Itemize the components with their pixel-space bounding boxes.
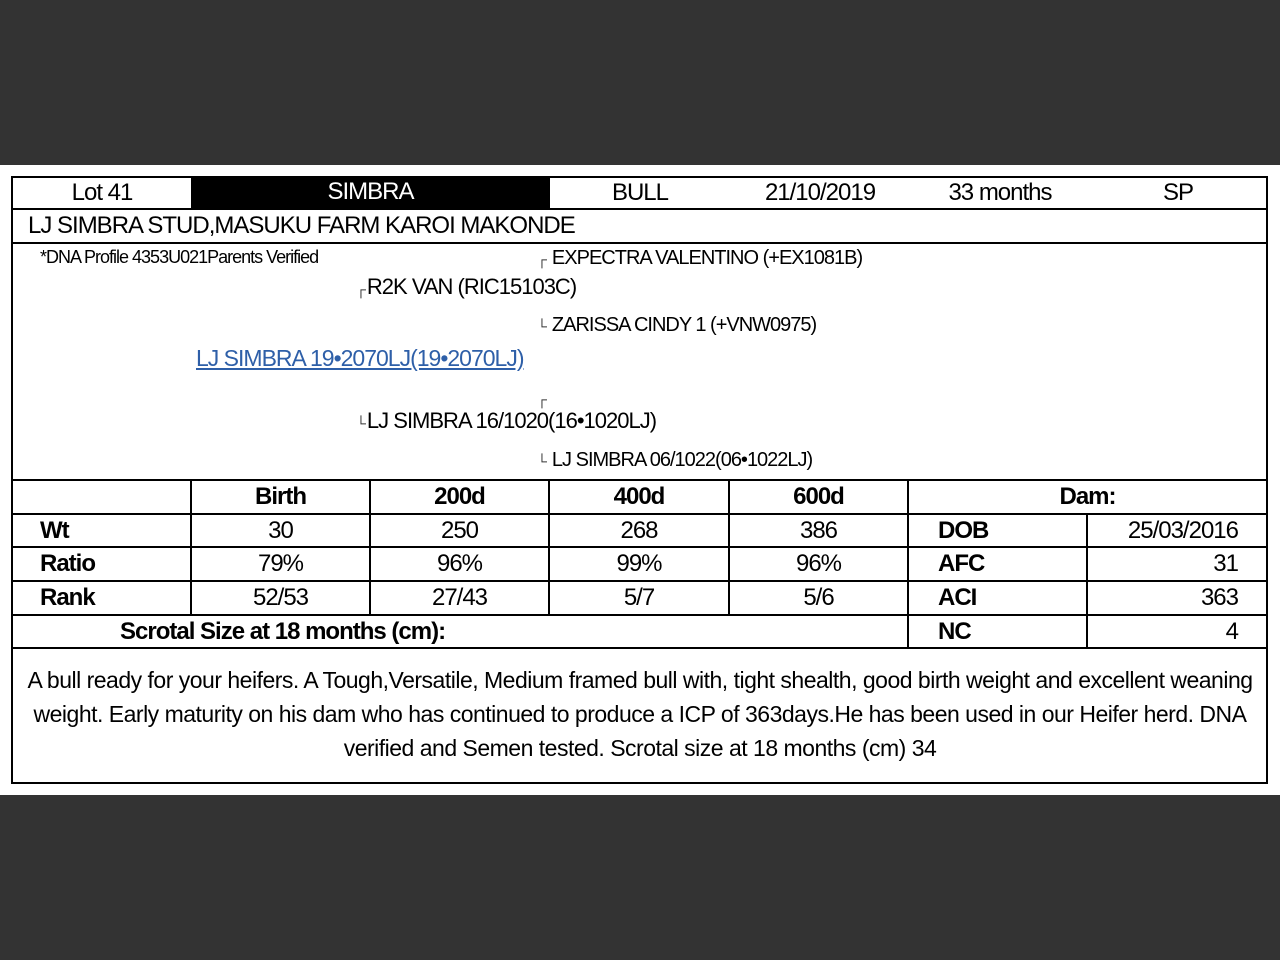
dam-value-aci: 363 bbox=[1200, 584, 1238, 611]
table-cell: 96% bbox=[436, 550, 483, 577]
dam-value-dob: 25/03/2016 bbox=[1127, 517, 1238, 544]
dna-note: *DNA Profile 4353U021Parents Verified bbox=[40, 247, 319, 267]
divider bbox=[11, 647, 1268, 649]
row-label-rank: Rank bbox=[40, 584, 95, 611]
breed-cell: SIMBRA bbox=[191, 178, 550, 208]
bracket-bottom-glyph: └ bbox=[537, 453, 546, 469]
bracket-top-glyph: ┌ bbox=[537, 391, 546, 407]
status: SP bbox=[1162, 179, 1193, 206]
table-cell: 79% bbox=[257, 550, 304, 577]
bracket-bottom-glyph: └ bbox=[356, 415, 365, 431]
bracket-bottom-glyph: └ bbox=[537, 318, 546, 334]
table-cell: 99% bbox=[616, 550, 662, 577]
sex: BULL bbox=[611, 179, 669, 206]
dam-sire-empty bbox=[537, 387, 552, 410]
sire-sire-name: EXPECTRA VALENTINO (+EX1081B) bbox=[551, 247, 863, 269]
dam bbox=[356, 408, 656, 434]
breeder-name: LJ SIMBRA STUD,MASUKU FARM KAROI MAKONDE bbox=[28, 212, 575, 239]
lot-sheet bbox=[0, 165, 1280, 795]
dam-label-aci: ACI bbox=[938, 584, 977, 611]
table-cell: 5/6 bbox=[803, 584, 834, 611]
age: 33 months bbox=[948, 179, 1052, 206]
lot-description: A bull ready for your heifers. A Tough,Versatile, Medium framed bull with, tight shealth, good birth weight and excellent weaning weight. Early maturity on his dam who has continued to produce a ICP of 363days.He has been used in our Heifer herd. DNA verified and Semen tested. Scrotal size at 18 months (cm) 34 bbox=[27, 667, 1253, 761]
bracket-top-glyph: ┌ bbox=[537, 251, 546, 267]
row-label-ratio: Ratio bbox=[40, 550, 95, 577]
divider bbox=[11, 242, 1268, 244]
dam-value-afc: 31 bbox=[1213, 550, 1238, 577]
dam-dam-name: LJ SIMBRA 06/1022(06•1022LJ) bbox=[551, 449, 813, 471]
dam-dam bbox=[537, 449, 812, 472]
sire-sire bbox=[537, 247, 862, 270]
table-cell: 27/43 bbox=[431, 584, 488, 611]
col-header-600d: 600d bbox=[793, 483, 844, 510]
lot-number: Lot 41 bbox=[71, 179, 133, 206]
animal-name-link[interactable]: LJ SIMBRA 19•2070LJ(19•2070LJ) bbox=[196, 345, 524, 371]
dam-label-dob: DOB bbox=[938, 517, 989, 544]
bracket-top-glyph: ┌ bbox=[356, 281, 365, 297]
table-cell: 52/53 bbox=[252, 584, 309, 611]
dam-label-nc: NC bbox=[938, 618, 971, 645]
col-header-400d: 400d bbox=[613, 483, 665, 510]
sire-dam bbox=[537, 314, 816, 337]
sire bbox=[356, 274, 576, 300]
dam-name: LJ SIMBRA 16/1020(16•1020LJ) bbox=[366, 408, 657, 433]
table-cell: 386 bbox=[799, 517, 838, 544]
table-cell: 30 bbox=[268, 517, 293, 544]
table-cell: 268 bbox=[620, 517, 658, 544]
date-of-birth: 21/10/2019 bbox=[764, 179, 876, 206]
table-cell: 250 bbox=[440, 517, 479, 544]
table-cell: 96% bbox=[795, 550, 842, 577]
col-header-birth: Birth bbox=[255, 483, 306, 510]
scrotal-size-label: Scrotal Size at 18 months (cm): bbox=[120, 618, 446, 645]
dam-value-nc: 4 bbox=[1225, 618, 1238, 645]
dam-header: Dam: bbox=[1059, 483, 1116, 510]
row-label-wt: Wt bbox=[40, 517, 69, 544]
dam-label-afc: AFC bbox=[938, 550, 985, 577]
sire-dam-name: ZARISSA CINDY 1 (+VNW0975) bbox=[551, 314, 817, 336]
table-cell: 5/7 bbox=[623, 584, 655, 611]
col-header-200d: 200d bbox=[434, 483, 485, 510]
sire-name: R2K VAN (RIC15103C) bbox=[366, 274, 577, 299]
